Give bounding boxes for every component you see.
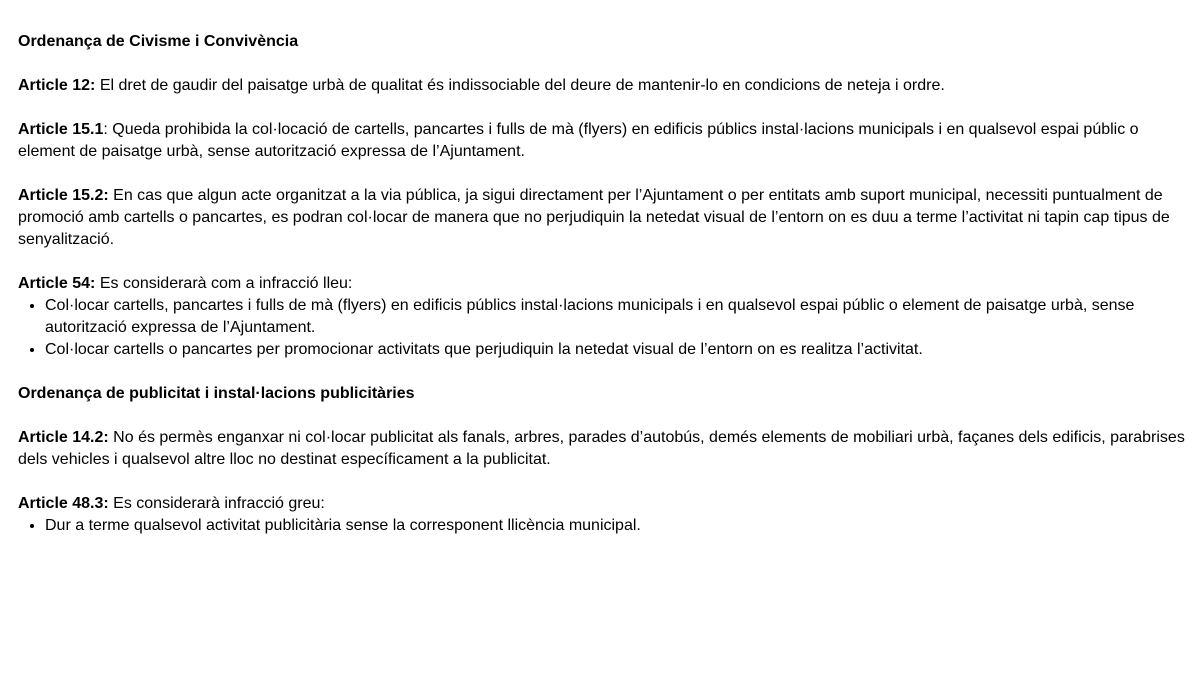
article-54-bullet-list: [18, 295, 1190, 361]
article-text: Es considerarà com a infracció lleu:: [95, 275, 353, 292]
document-body: [18, 31, 1190, 537]
article-label: Article 12:: [18, 77, 96, 94]
article-15-1: [18, 119, 1190, 163]
spacer: [18, 405, 1190, 427]
article-text: No és permès enganxar ni col·locar publicitat als fanals, arbres, parades d’autobús, demés elements de mobiliari urbà, façanes dels edificis, parabrises dels vehicles i qualsevol altre lloc no destinat específicament a la publicitat.: [18, 429, 1185, 468]
article-text: : Queda prohibida la col·locació de cartells, pancartes i fulls de mà (flyers) en edificis públics instal·lacions municipals i en qualsevol espai públic o element de paisatge urbà, sense autorització expressa de l’Ajuntament.: [18, 121, 1139, 160]
article-14-2: [18, 427, 1190, 471]
list-item: • Dur a terme qualsevol activitat publicitària sense la corresponent llicència municipal.: [45, 515, 1190, 537]
list-item: • Col·locar cartells, pancartes i fulls de mà (flyers) en edificis públics instal·lacions municipals i en qualsevol espai públic o element de paisatge urbà, sense autorització expressa de l’Ajuntament.: [45, 295, 1190, 339]
article-text: Es considerarà infracció greu:: [108, 495, 325, 512]
article-label: Article 48.3:: [18, 495, 109, 512]
article-label: Article 15.2:: [18, 187, 109, 204]
spacer: [18, 53, 1190, 75]
article-label: Article 14.2:: [18, 429, 109, 446]
article-text: En cas que algun acte organitzat a la via pública, ja sigui directament per l’Ajuntament o per entitats amb suport municipal, necessiti puntualment de promoció amb cartells o pancartes, es podran col·locar de manera que no perjudiquin la netedat visual de l’entorn on es duu a terme l’activitat ni tapin cap tipus de senyalització.: [18, 187, 1170, 248]
article-48-3: [18, 493, 1190, 515]
article-48-3-bullet-list: [18, 515, 1190, 537]
spacer: [18, 361, 1190, 383]
article-15-2: [18, 185, 1190, 251]
spacer: [18, 163, 1190, 185]
article-12: [18, 75, 1190, 97]
article-text: El dret de gaudir del paisatge urbà de qualitat és indissociable del deure de mantenir-lo en condicions de neteja i ordre.: [95, 77, 945, 94]
article-label: Article 15.1: [18, 121, 104, 138]
spacer: [18, 251, 1190, 273]
spacer: [18, 97, 1190, 119]
article-label: Article 54:: [18, 275, 96, 292]
section-title-civisme: Ordenança de Civisme i Convivència: [18, 33, 299, 50]
article-54: [18, 273, 1190, 295]
section-title-publicitat: Ordenança de publicitat i instal·lacions publicitàries: [18, 385, 415, 402]
list-item: • Col·locar cartells o pancartes per promocionar activitats que perjudiquin la netedat visual de l’entorn on es realitza l’activitat.: [45, 339, 1190, 361]
spacer: [18, 471, 1190, 493]
